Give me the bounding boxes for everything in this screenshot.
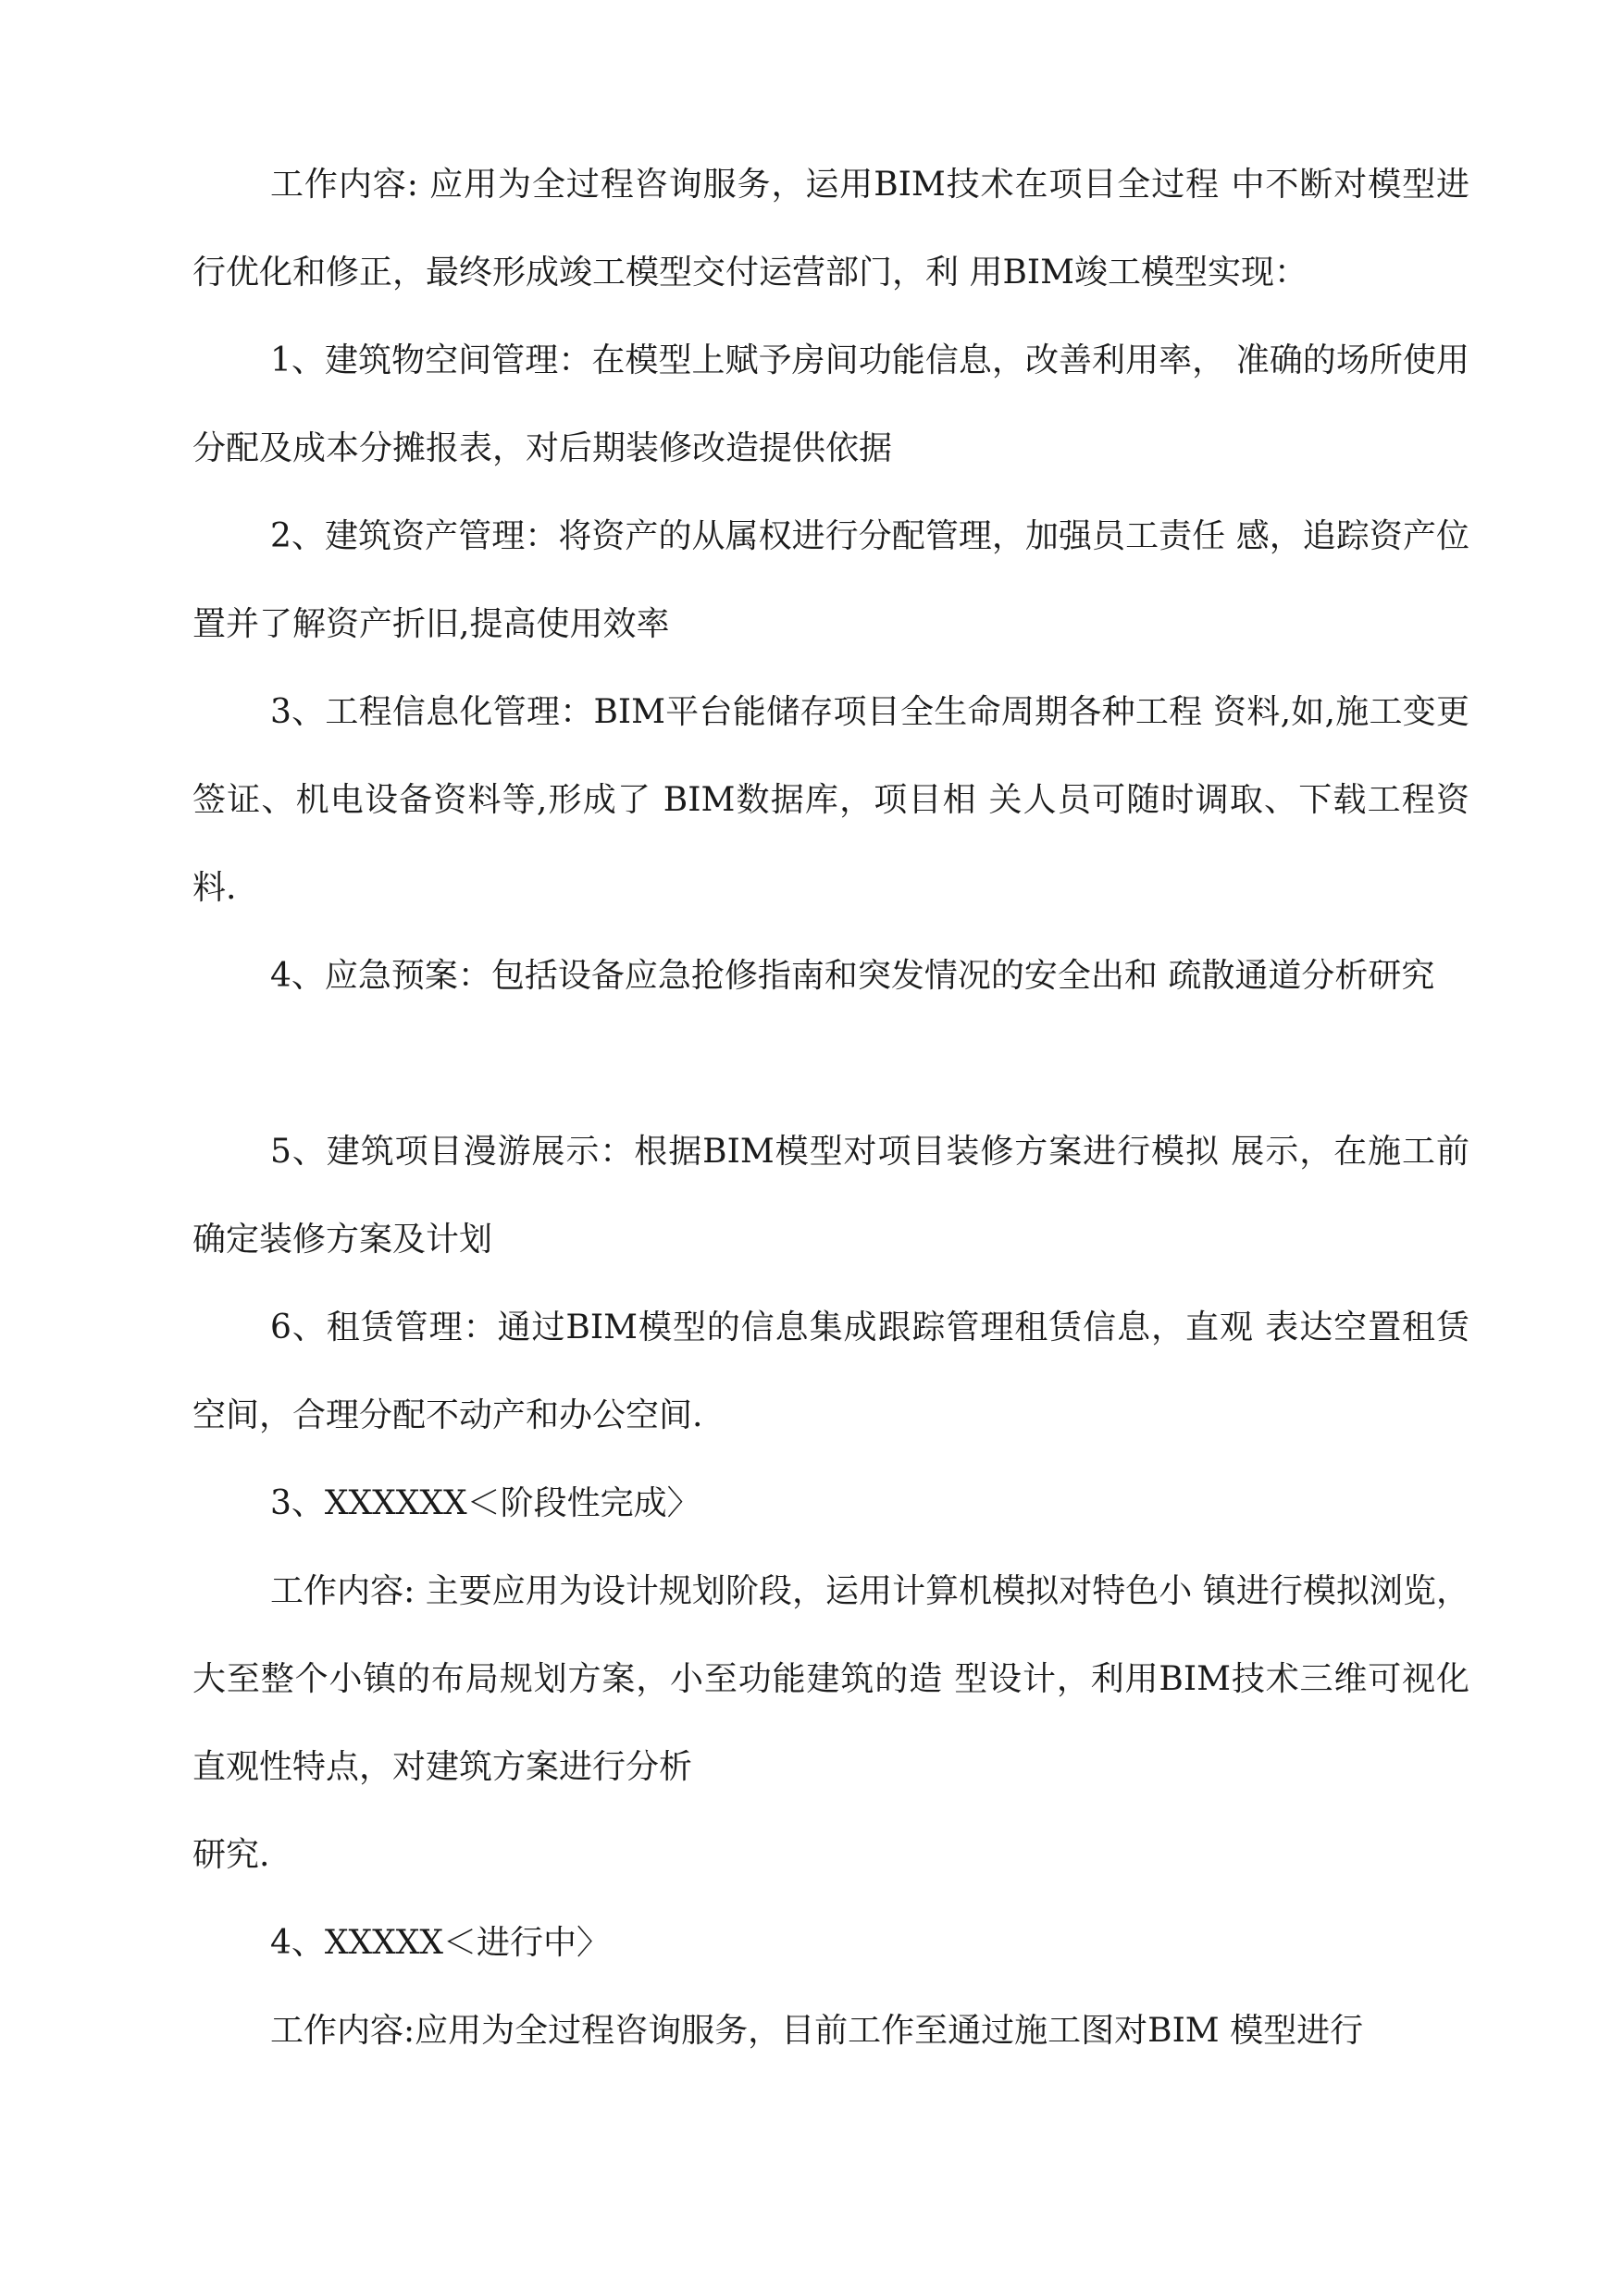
paragraph-item-6: 6、租赁管理：通过BIM模型的信息集成跟踪管理租赁信息，直观 表达空置租赁空间，合理分配不动产和办公空间.	[192, 1309, 1469, 1434]
paragraph-section-4-content: 工作内容:应用为全过程咨询服务，目前工作至通过施工图对BIM 模型进行	[270, 2012, 1364, 2050]
section-heading-4: 4、XXXXX＜进行中〉	[270, 1924, 611, 1962]
section-heading-3: 3、XXXXXX＜阶段性完成〉	[270, 1484, 700, 1522]
paragraph-item-1: 1、建筑物空间管理：在模型上赋予房间功能信息，改善利用率， 准确的场所使用分配及成本分摊报表，对后期装修改造提供依据	[192, 341, 1469, 467]
paragraph-section-3-tail: 研究.	[192, 1836, 270, 1874]
paragraph-item-4: 4、应急预案：包括设备应急抢修指南和突发情况的安全出和 疏散通道分析研究	[270, 957, 1435, 995]
paragraph-item-2: 2、建筑资产管理：将资产的从属权进行分配管理，加强员工责任 感，追踪资产位置并了解资产折旧,提高使用效率	[192, 517, 1469, 643]
paragraph-item-3: 3、工程信息化管理：BIM平台能储存项目全生命周期各种工程 资料,如,施工变更签证、机电设备资料等,形成了 BIM数据库，项目相 关人员可随时调取、下载工程资料.	[192, 693, 1469, 907]
paragraph-section-3-content: 工作内容: 主要应用为设计规划阶段，运用计算机模拟对特色小 镇进行模拟浏览，大至整个小镇的布局规划方案，小至功能建筑的造 型设计，利用BIM技术三维可视化直观性特点，对建筑方案进行分析	[192, 1572, 1469, 1786]
paragraph-intro: 工作内容: 应用为全过程咨询服务，运用BIM技术在项目全过程 中不断对模型进行优化和修正，最终形成竣工模型交付运营部门，利 用BIM竣工模型实现：	[192, 166, 1469, 292]
paragraph-item-5: 5、建筑项目漫游展示：根据BIM模型对项目装修方案进行模拟 展示，在施工前确定装修方案及计划	[192, 1133, 1469, 1259]
